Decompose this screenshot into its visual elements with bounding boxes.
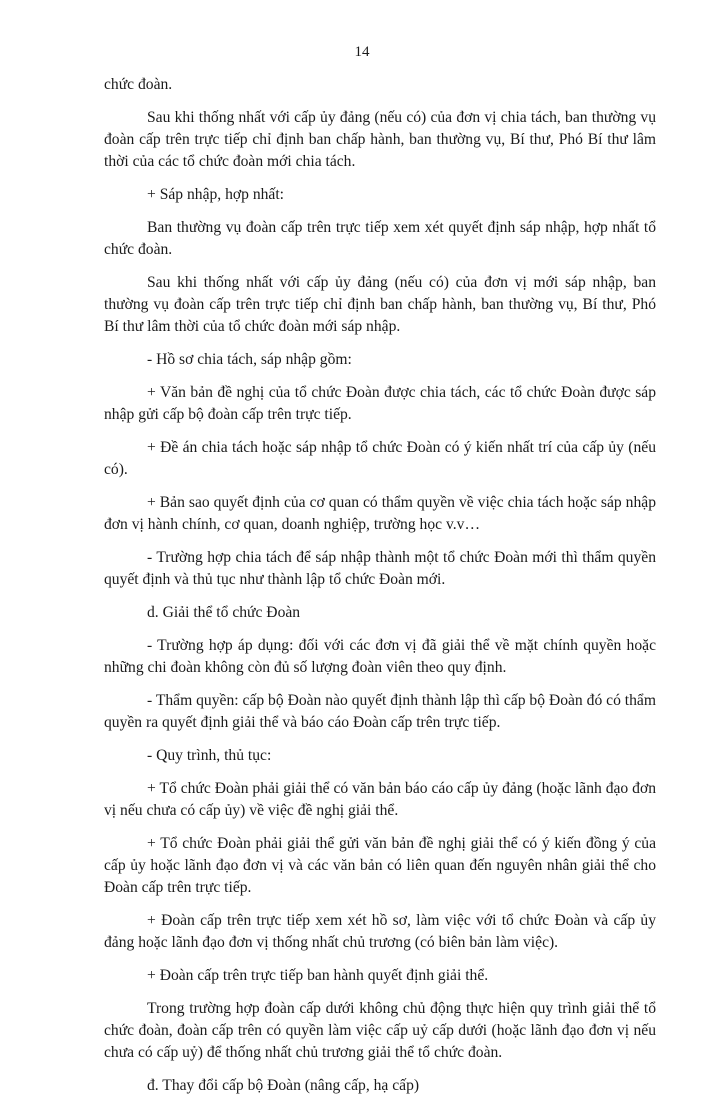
paragraph: Ban thường vụ đoàn cấp trên trực tiếp xem xét quyết định sáp nhập, hợp nhất tổ chức đoàn. [104,219,656,258]
paragraph: - Thẩm quyền: cấp bộ Đoàn nào quyết định thành lập thì cấp bộ Đoàn đó có thẩm quyền ra quyết định giải thể và báo cáo Đoàn cấp trên trực tiếp. [104,692,656,731]
document-body [104,74,656,1097]
paragraph: chức đoàn. [104,76,173,93]
paragraph: + Đoàn cấp trên trực tiếp xem xét hồ sơ, làm việc với tổ chức Đoàn và cấp ủy đảng hoặc lãnh đạo đơn vị thống nhất chủ trương (có biên bản làm việc). [104,912,656,951]
paragraph: Sau khi thống nhất với cấp ủy đảng (nếu có) của đơn vị chia tách, ban thường vụ đoàn cấp trên trực tiếp chỉ định ban chấp hành, ban thường vụ, Bí thư, Phó Bí thư lâm thời của các tổ chức đoàn mới chia tách. [104,109,656,170]
paragraph: + Văn bản đề nghị của tổ chức Đoàn được chia tách, các tổ chức Đoàn được sáp nhập gửi cấp bộ đoàn cấp trên trực tiếp. [104,384,656,423]
section-heading: d. Giải thể tổ chức Đoàn [147,604,301,621]
page-number: 14 [354,44,370,60]
paragraph: + Sáp nhập, hợp nhất: [147,186,285,203]
paragraph: Trong trường hợp đoàn cấp dưới không chủ động thực hiện quy trình giải thể tổ chức đoàn, đoàn cấp trên có quyền làm việc cấp uỷ cấp dưới (hoặc lãnh đạo đơn vị nếu chưa có cấp uỷ) để thống nhất chủ trương giải thể tổ chức đoàn. [104,1000,656,1061]
paragraph: - Quy trình, thủ tục: [147,747,272,764]
paragraph: + Đoàn cấp trên trực tiếp ban hành quyết định giải thể. [147,967,489,984]
section-heading: đ. Thay đổi cấp bộ Đoàn (nâng cấp, hạ cấp) [147,1077,420,1094]
paragraph: - Trường hợp chia tách để sáp nhập thành một tổ chức Đoàn mới thì thẩm quyền quyết định và thủ tục như thành lập tổ chức Đoàn mới. [104,549,656,588]
paragraph: - Hồ sơ chia tách, sáp nhập gồm: [147,351,352,368]
paragraph: + Tổ chức Đoàn phải giải thể có văn bản báo cáo cấp ủy đảng (hoặc lãnh đạo đơn vị nếu chưa có cấp ủy) về việc đề nghị giải thể. [104,780,656,819]
paragraph: Sau khi thống nhất với cấp ủy đảng (nếu có) của đơn vị mới sáp nhập, ban thường vụ đoàn cấp trên trực tiếp chỉ định ban chấp hành, ban thường vụ, Bí thư, Phó Bí thư lâm thời của tổ chức đoàn mới sáp nhập. [104,274,656,335]
paragraph: + Tổ chức Đoàn phải giải thể gửi văn bản đề nghị giải thể có ý kiến đồng ý của cấp ủy hoặc lãnh đạo đơn vị và các văn bản có liên quan đến nguyên nhân giải thể cho Đoàn cấp trên trực tiếp. [104,835,656,896]
paragraph: + Bản sao quyết định của cơ quan có thẩm quyền về việc chia tách hoặc sáp nhập đơn vị hành chính, cơ quan, doanh nghiệp, trường học v.v… [104,494,656,533]
paragraph: - Trường hợp áp dụng: đối với các đơn vị đã giải thể về mặt chính quyền hoặc những chi đoàn không còn đủ số lượng đoàn viên theo quy định. [104,637,656,676]
paragraph: + Đề án chia tách hoặc sáp nhập tổ chức Đoàn có ý kiến nhất trí của cấp ủy (nếu có). [104,439,656,478]
